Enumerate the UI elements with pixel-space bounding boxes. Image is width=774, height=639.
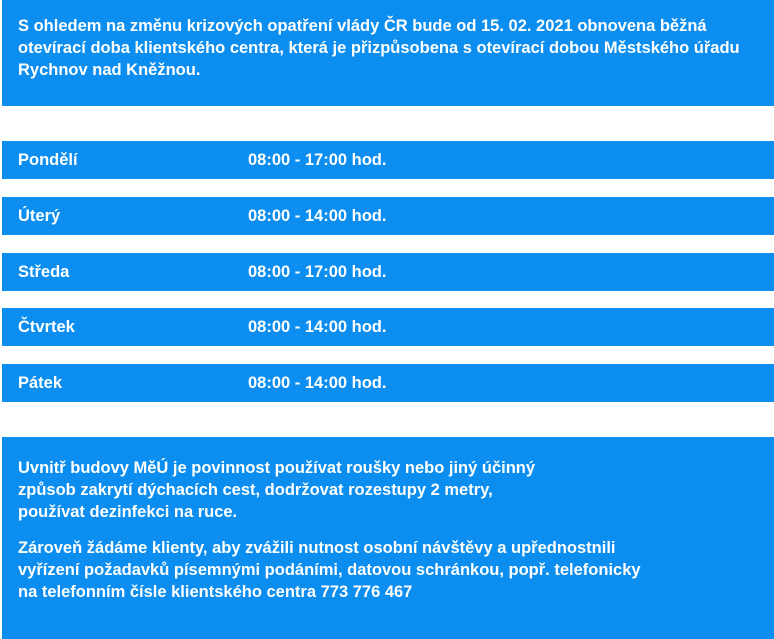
hours-row-monday: [2, 141, 774, 179]
hours-value: 08:00 - 14:00 hod.: [248, 317, 387, 336]
hours-row-thursday: [2, 308, 774, 346]
hours-row-tuesday: [2, 197, 774, 235]
day-label: Čtvrtek: [18, 317, 75, 336]
day-label: Pátek: [18, 373, 63, 392]
hours-value: 08:00 - 17:00 hod.: [248, 262, 387, 281]
safety-rules-text: Uvnitř budovy MěÚ je povinnost používat roušky nebo jiný účinný způsob zakrytí dýchacích cest, dodržovat rozestupy 2 metry, používat dezinfekci na ruce.: [18, 459, 536, 521]
day-label: Úterý: [18, 206, 61, 225]
day-label: Středa: [18, 262, 70, 281]
announcement-text: S ohledem na změnu krizových opatření vlády ČR bude od 15. 02. 2021 obnovena běžná otevírací doba klientského centra, která je přizpůsobena s otevírací dobou Městského úřadu Rychnov nad Kněžnou.: [18, 17, 740, 79]
day-label: Pondělí: [18, 150, 78, 169]
hours-value: 08:00 - 17:00 hod.: [248, 150, 387, 169]
hours-value: 08:00 - 14:00 hod.: [248, 373, 387, 392]
opening-hours-announcement: [2, 0, 774, 106]
hours-row-wednesday: [2, 253, 774, 291]
hours-row-friday: [2, 364, 774, 402]
contact-request-text: Zároveň žádáme klienty, aby zvážili nutnost osobní návštěvy a upřednostnili vyřízení požadavků písemnými podáními, datovou schránkou, popř. telefonicky na telefonním čísle klientského centra 773 776 467: [18, 539, 641, 601]
safety-notice: [2, 437, 774, 639]
hours-value: 08:00 - 14:00 hod.: [248, 206, 387, 225]
